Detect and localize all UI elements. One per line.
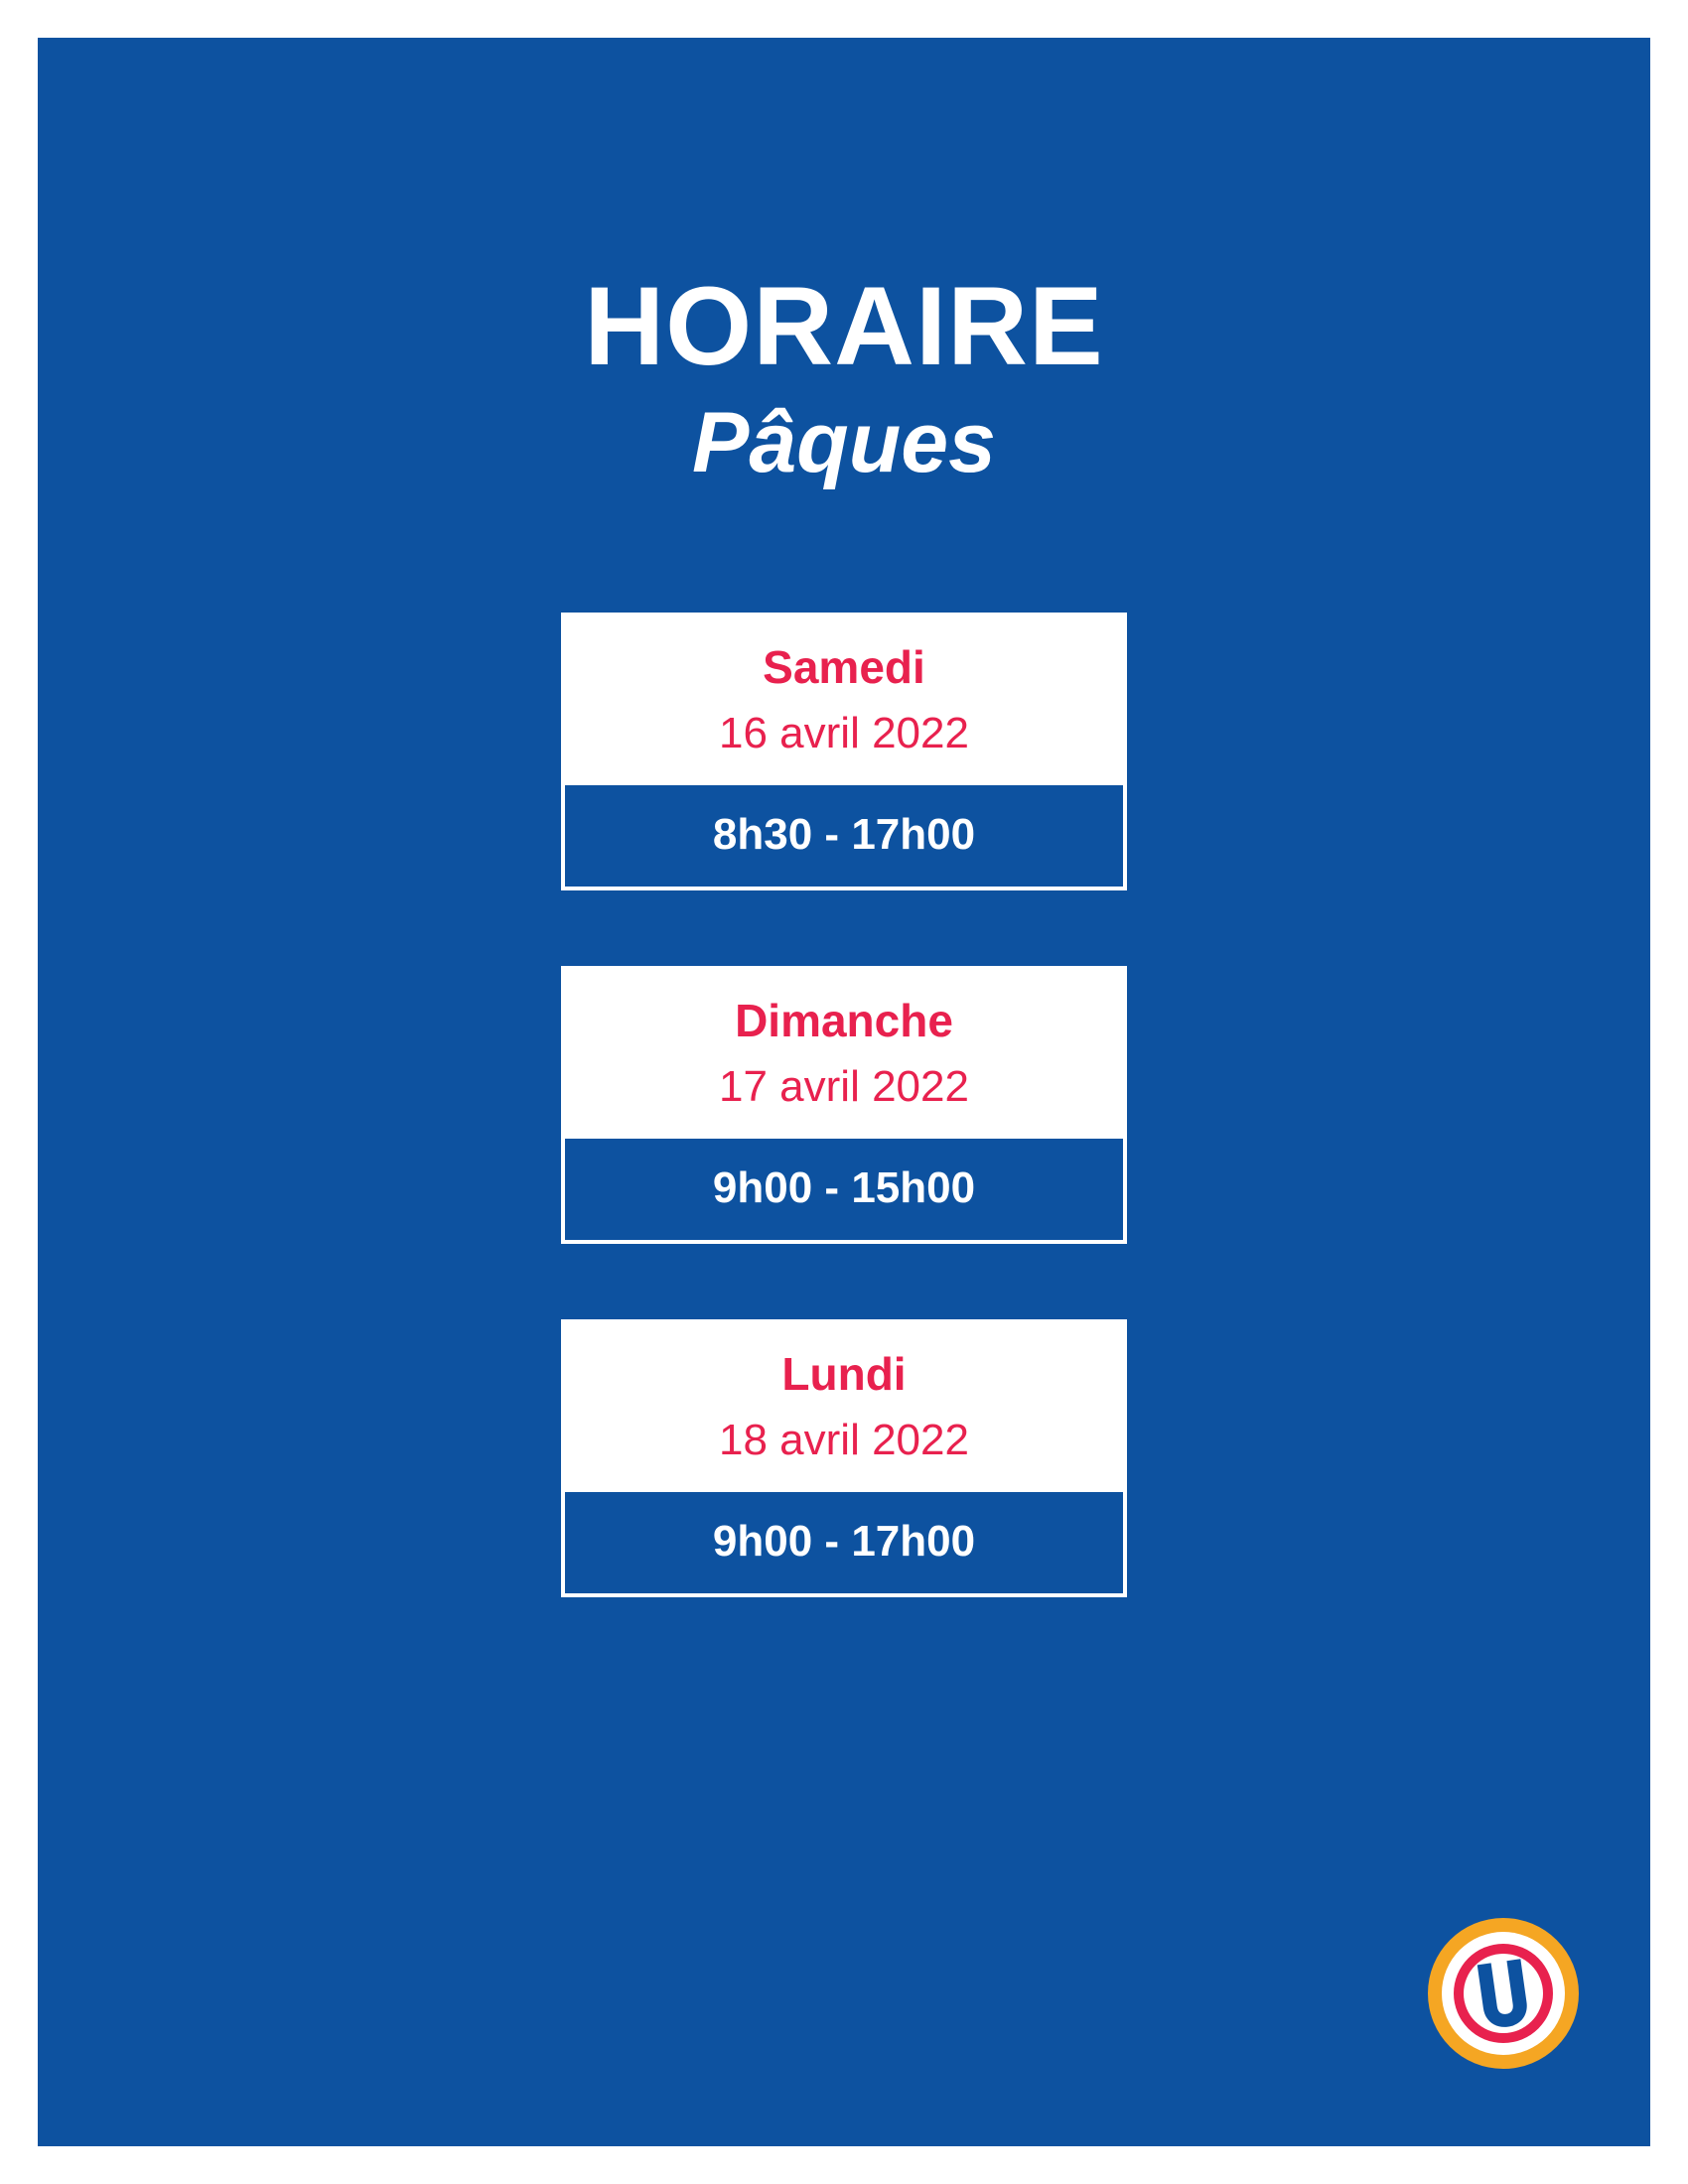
- schedule-list: [38, 613, 1650, 1597]
- schedule-card-header: [565, 1323, 1123, 1488]
- schedule-date-label: 17 avril 2022: [719, 1062, 969, 1111]
- schedule-hours-label: 8h30 - 17h00: [565, 781, 1123, 887]
- u-logo-icon: [1424, 1914, 1583, 2073]
- schedule-date-label: 16 avril 2022: [719, 709, 969, 757]
- schedule-hours-label: 9h00 - 17h00: [565, 1488, 1123, 1593]
- schedule-day-label: Dimanche: [735, 995, 953, 1046]
- page-title: HORAIRE: [584, 264, 1104, 388]
- schedule-card: [561, 966, 1127, 1244]
- schedule-date-label: 18 avril 2022: [719, 1416, 969, 1464]
- schedule-day-label: Lundi: [781, 1348, 907, 1400]
- schedule-card-header: [565, 970, 1123, 1135]
- poster: [38, 38, 1650, 2146]
- schedule-day-label: Samedi: [763, 641, 925, 693]
- page-subtitle: Pâques: [692, 395, 996, 490]
- schedule-card: [561, 1319, 1127, 1597]
- schedule-hours-label: 9h00 - 15h00: [565, 1135, 1123, 1240]
- poster-header: [38, 38, 1650, 490]
- schedule-card: [561, 613, 1127, 890]
- schedule-card-header: [565, 616, 1123, 781]
